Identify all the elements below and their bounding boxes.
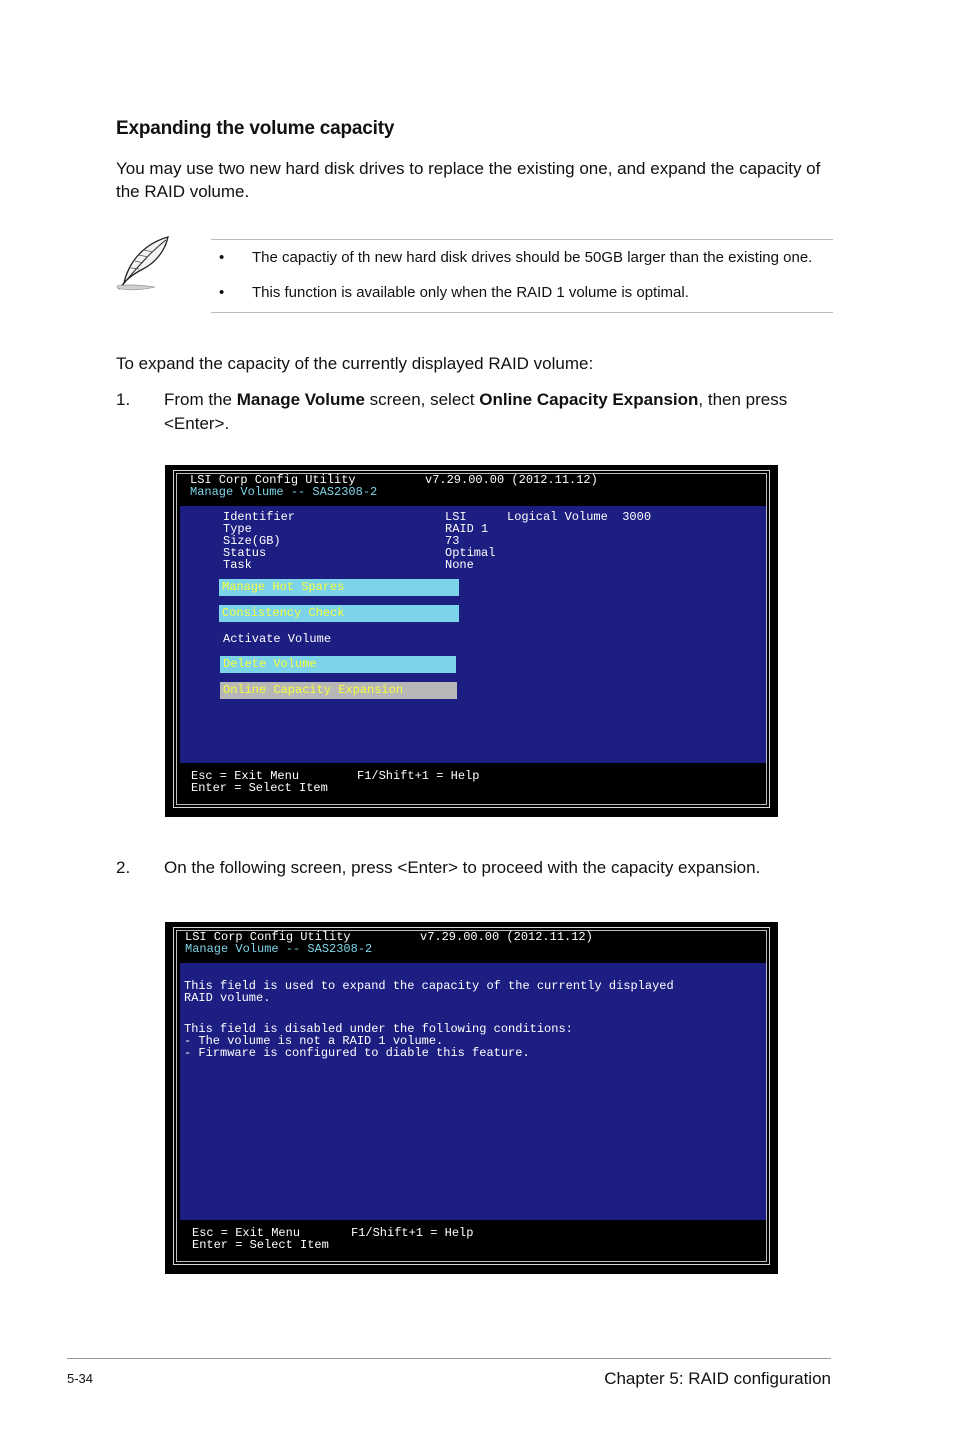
ui-term-manage-volume: Manage Volume: [236, 390, 365, 409]
screen-subtitle: Manage Volume -- SAS2308-2: [190, 485, 378, 499]
utility-title: LSI Corp Config Utility: [190, 473, 356, 487]
note-text: The capactiy of th new hard disk drives should be 50GB larger than the existing one.: [252, 249, 813, 266]
page-number: 5-34: [67, 1371, 94, 1386]
step-text: From the Manage Volume screen, select Online Capacity Expansion, then press <Enter>.: [164, 390, 788, 433]
step-number: 2.: [116, 858, 131, 877]
menu-item-manage-hot-spares[interactable]: Manage Hot Spares: [219, 579, 459, 596]
help-text-line: This field is used to expand the capacity of the currently displayed: [184, 979, 674, 993]
utility-title: LSI Corp Config Utility: [185, 930, 351, 944]
help-text-line: - The volume is not a RAID 1 volume.: [184, 1034, 444, 1048]
field-value: 73: [445, 534, 460, 548]
field-label: Identifier: [223, 510, 296, 524]
logical-volume-id: Logical Volume 3000: [507, 510, 652, 524]
field-label: Type: [223, 522, 252, 536]
key-hint-enter: Enter = Select Item: [192, 1238, 329, 1252]
field-value: None: [445, 558, 474, 572]
help-text-line: - Firmware is configured to diable this feature.: [184, 1046, 530, 1060]
field-value: Optimal: [445, 546, 496, 560]
step-text: On the following screen, press <Enter> to proceed with the capacity expansion.: [164, 858, 761, 877]
main-panel: [180, 506, 766, 763]
chapter-title: Chapter 5: RAID configuration: [604, 1369, 831, 1388]
menu-item-activate-volume[interactable]: Activate Volume: [223, 632, 332, 646]
field-label: Task: [223, 558, 252, 572]
note-top-rule: [211, 239, 833, 240]
field-label: Size(GB): [223, 534, 281, 548]
bios-screen-capacity-expansion: [165, 922, 778, 1274]
note-bottom-rule: [211, 312, 833, 313]
key-hint-help: F1/Shift+1 = Help: [357, 769, 480, 783]
menu-item-delete-volume[interactable]: Delete Volume: [220, 656, 456, 673]
menu-item-consistency-check[interactable]: Consistency Check: [219, 605, 459, 622]
main-panel: [180, 963, 766, 1220]
section-intro: You may use two new hard disk drives to replace the existing one, and expand the capacity of the RAID volume.: [116, 159, 821, 201]
key-hint-esc: Esc = Exit Menu: [192, 1226, 301, 1240]
section-title: Expanding the volume capacity: [116, 118, 395, 139]
key-hint-enter: Enter = Select Item: [191, 781, 328, 795]
field-value: RAID 1: [445, 522, 489, 536]
utility-version: v7.29.00.00 (2012.11.12): [420, 930, 593, 944]
bullet: •: [219, 284, 225, 301]
bios-screen-manage-volume: [165, 465, 778, 817]
note-text: This function is available only when the RAID 1 volume is optimal.: [252, 284, 689, 301]
footer-rule: [67, 1358, 831, 1359]
key-hint-help: F1/Shift+1 = Help: [351, 1226, 474, 1240]
menu-item-online-capacity-expansion[interactable]: Online Capacity Expansion: [220, 682, 457, 699]
screen-subtitle: Manage Volume -- SAS2308-2: [185, 942, 373, 956]
step-number: 1.: [116, 390, 131, 409]
field-label: Status: [223, 546, 267, 560]
key-hint-esc: Esc = Exit Menu: [191, 769, 300, 783]
ui-term-online-capacity-expansion: Online Capacity Expansion: [479, 390, 699, 409]
field-value: LSI: [445, 510, 467, 524]
help-text-line: This field is disabled under the following conditions:: [184, 1022, 573, 1036]
feather-pen-icon: [113, 233, 173, 293]
help-text-line: RAID volume.: [184, 991, 271, 1005]
bullet: •: [219, 249, 225, 266]
utility-version: v7.29.00.00 (2012.11.12): [425, 473, 598, 487]
procedure-lead: To expand the capacity of the currently displayed RAID volume:: [116, 354, 594, 373]
